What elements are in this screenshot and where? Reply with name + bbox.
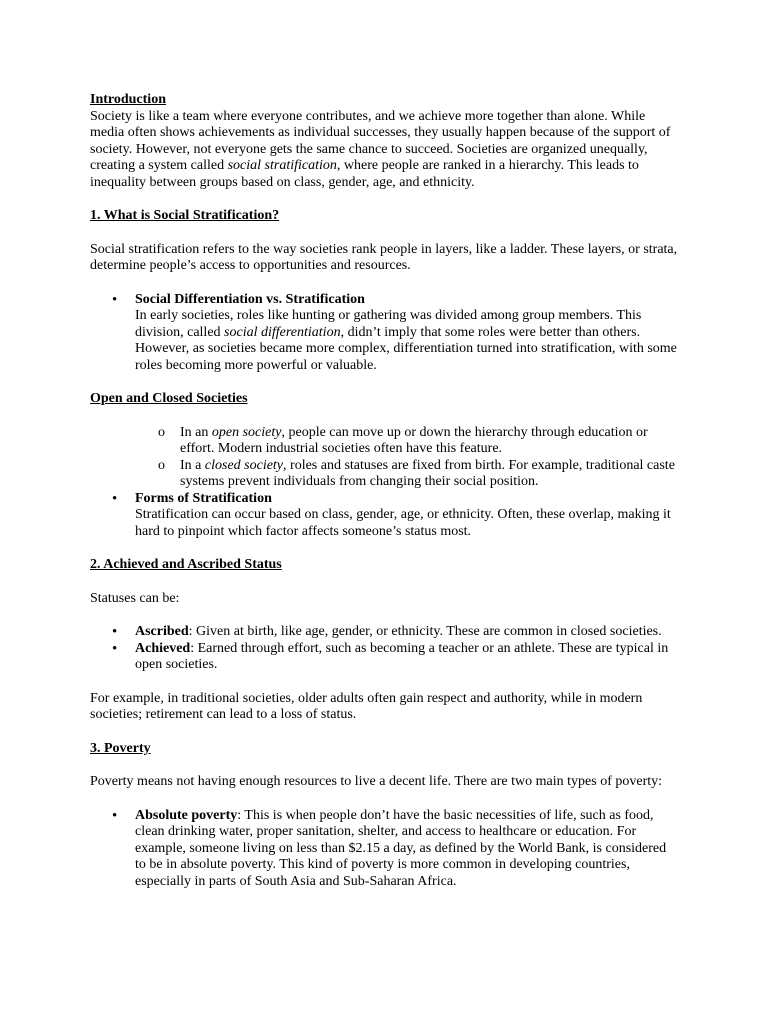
section-heading-open-closed: Open and Closed Societies <box>90 391 248 406</box>
stratification-paragraph: Social stratification refers to the way societies rank people in layers, like a ladder. These layers, or strata, determine people’s access to opportunities and resources. <box>90 241 678 273</box>
list-item: • Forms of Stratification Stratification can occur based on class, gender, age, or ethnicity. Often, these overlap, making it hard to pinpoint which factor affects someone’s status most. <box>90 491 680 541</box>
differentiation-list <box>90 292 680 375</box>
section-heading-social-stratification: 1. What is Social Stratification? <box>90 208 280 223</box>
section-heading-poverty: 3. Poverty <box>90 740 151 756</box>
forms-list <box>90 491 680 541</box>
section-heading-introduction: Introduction <box>90 92 166 107</box>
status-example-paragraph: For example, in traditional societies, older adults often gain respect and authority, while in modern societies; retirement can lead to a loss of status. <box>90 690 643 722</box>
status-list <box>90 624 680 674</box>
intro-paragraph: Society is like a team where everyone contributes, and we achieve more together than alone. While media often shows achievements as individual successes, they usually happen because of the support of society. However, not everyone gets the same chance to succeed. Societies are organized unequally, creating a system called social stratification, where people are ranked in a hierarchy. This leads to inequality between groups based on class, gender, age, and ethnicity. <box>90 108 671 190</box>
list-item: o In an open society, people can move up or down the hierarchy through education or effort. Modern industrial societies often have this feature. <box>90 425 680 458</box>
document-body <box>90 92 680 890</box>
open-closed-sublist <box>90 425 680 491</box>
list-item: • Absolute poverty: This is when people don’t have the basic necessities of life, such as food, clean drinking water, proper sanitation, shelter, and access to healthcare or education. For example, someone living on less than $2.15 a day, as defined by the World Bank, is considered to be in absolute poverty. This kind of poverty is more common in developing countries, especially in parts of South Asia and Sub-Saharan Africa. <box>90 808 680 891</box>
list-item: o In a closed society, roles and statuses are fixed from birth. For example, traditional caste systems prevent individuals from changing their social position. <box>90 458 680 491</box>
status-intro: Statuses can be: <box>90 590 180 606</box>
poverty-list <box>90 808 680 891</box>
list-item: • Achieved: Earned through effort, such as becoming a teacher or an athlete. These are typical in open societies. <box>90 641 680 674</box>
section-heading-status: 2. Achieved and Ascribed Status <box>90 557 282 572</box>
list-item: • Ascribed: Given at birth, like age, gender, or ethnicity. These are common in closed societies. <box>90 624 680 641</box>
poverty-intro: Poverty means not having enough resources to live a decent life. There are two main types of poverty: <box>90 774 663 789</box>
list-item: • Social Differentiation vs. Stratification In early societies, roles like hunting or gathering was divided among group members. This division, called social differentiation, didn’t imply that some roles were better than others. However, as societies became more complex, differentiation turned into stratification, with some roles becoming more powerful or valuable. <box>90 292 680 375</box>
